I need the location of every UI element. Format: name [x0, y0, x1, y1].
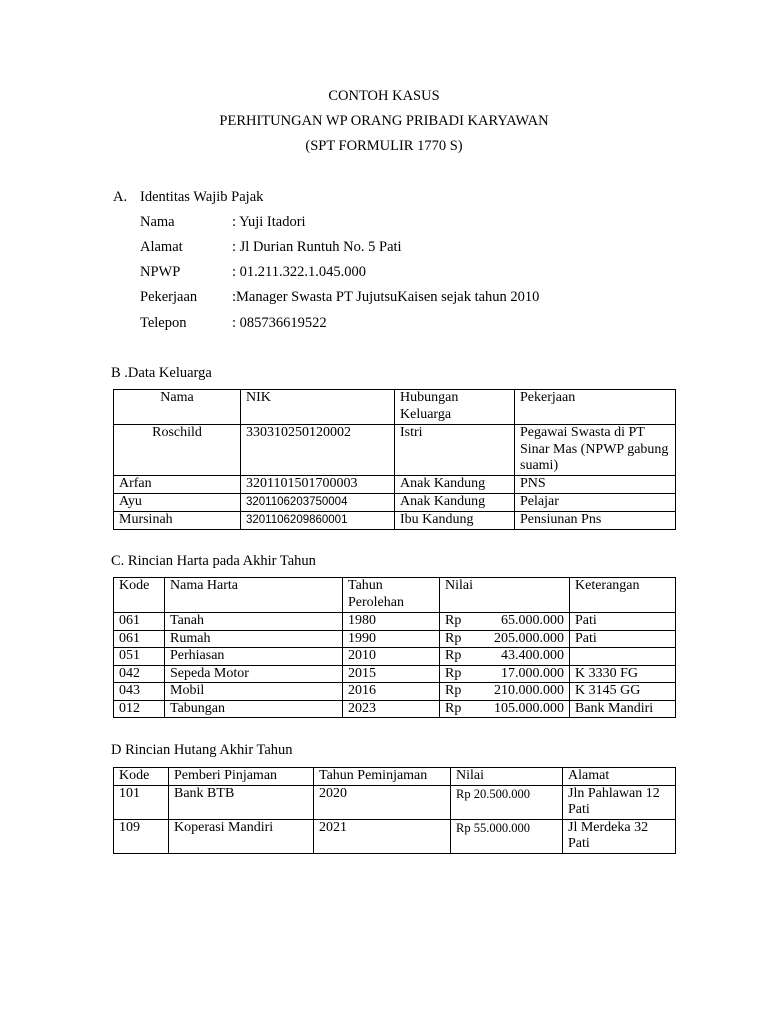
value-cell	[440, 700, 570, 718]
header-cell: NIK	[241, 390, 395, 425]
value-cell	[440, 630, 570, 648]
table-row	[114, 425, 676, 476]
header-cell: Tahun Perolehan	[343, 578, 440, 613]
title-line-1: CONTOH KASUS	[328, 88, 440, 104]
table-cell: 3201101501700003	[241, 476, 395, 494]
table-cell: 051	[114, 648, 165, 666]
table-row	[114, 476, 676, 494]
table-cell: 2015	[343, 665, 440, 683]
table-cell: Bank BTB	[169, 785, 314, 819]
amount: 205.000.000	[494, 630, 564, 646]
family-table	[113, 389, 676, 530]
currency-label: Rp	[445, 648, 462, 663]
currency-label: Rp	[445, 683, 462, 698]
section-a-letter: A.	[113, 189, 128, 205]
table-cell: 1980	[343, 613, 440, 631]
table-cell: Anak Kandung	[395, 476, 515, 494]
field-label: Nama	[140, 214, 175, 230]
table-row	[114, 630, 676, 648]
table-row	[114, 819, 676, 853]
table-cell: Pati	[570, 613, 676, 631]
table-cell: 2010	[343, 648, 440, 666]
field-label: NPWP	[140, 264, 181, 280]
table-cell: K 3145 GG	[570, 683, 676, 701]
table-cell: Istri	[395, 425, 515, 476]
section-a-title: Identitas Wajib Pajak	[140, 189, 264, 205]
table-cell: 043	[114, 683, 165, 701]
table-cell: Perhiasan	[165, 648, 343, 666]
table-row	[114, 683, 676, 701]
table-cell: Pegawai Swasta di PT Sinar Mas (NPWP gabung suami)	[515, 425, 676, 476]
table-cell: Mursinah	[114, 512, 241, 530]
header-cell: Nilai	[451, 768, 563, 786]
table-header-row	[114, 578, 676, 613]
header-cell: Pekerjaan	[515, 390, 676, 425]
table-cell: 042	[114, 665, 165, 683]
title-line-2: PERHITUNGAN WP ORANG PRIBADI KARYAWAN	[219, 113, 549, 129]
field-label: Pekerjaan	[140, 289, 198, 305]
table-cell: Tanah	[165, 613, 343, 631]
value-cell	[440, 613, 570, 631]
header-cell: Pemberi Pinjaman	[169, 768, 314, 786]
value-cell	[440, 648, 570, 666]
table-cell: 2023	[343, 700, 440, 718]
table-cell: 012	[114, 700, 165, 718]
field-value: : 01.211.322.1.045.000	[232, 264, 366, 280]
header-cell: Hubungan Keluarga	[395, 390, 515, 425]
table-cell: Ayu	[114, 494, 241, 512]
table-cell: 2021	[314, 819, 451, 853]
table-cell: Rp 20.500.000	[451, 785, 563, 819]
field-value: : 085736619522	[232, 315, 327, 331]
table-cell: K 3330 FG	[570, 665, 676, 683]
table-header-row	[114, 390, 676, 425]
table-cell: 101	[114, 785, 169, 819]
amount: 43.400.000	[501, 648, 564, 663]
header-cell: Tahun Peminjaman	[314, 768, 451, 786]
currency-label: Rp	[445, 630, 462, 646]
table-cell: Rumah	[165, 630, 343, 648]
table-header-row	[114, 768, 676, 786]
table-cell: 3201106203750004	[241, 494, 395, 512]
header-cell: Keterangan	[570, 578, 676, 613]
table-cell: 3201106209860001	[241, 512, 395, 530]
table-row	[114, 494, 676, 512]
field-value: : Yuji Itadori	[232, 214, 306, 230]
currency-label: Rp	[445, 700, 462, 716]
header-cell: Kode	[114, 768, 169, 786]
table-cell: Roschild	[114, 425, 241, 476]
amount: 65.000.000	[501, 613, 564, 628]
table-cell: 109	[114, 819, 169, 853]
table-cell: Pati	[570, 630, 676, 648]
header-cell: Kode	[114, 578, 165, 613]
table-cell: Ibu Kandung	[395, 512, 515, 530]
table-cell: 2020	[314, 785, 451, 819]
table-cell: 061	[114, 613, 165, 631]
table-row	[114, 648, 676, 666]
section-b-title: B .Data Keluarga	[111, 365, 212, 381]
table-row	[114, 700, 676, 718]
field-label: Telepon	[140, 315, 187, 331]
title-line-3: (SPT FORMULIR 1770 S)	[305, 138, 463, 154]
amount: 17.000.000	[501, 665, 564, 681]
currency-label: Rp	[445, 613, 462, 628]
table-cell: Bank Mandiri	[570, 700, 676, 718]
table-row	[114, 613, 676, 631]
table-cell: Pensiunan Pns	[515, 512, 676, 530]
table-cell: 330310250120002	[241, 425, 395, 476]
table-cell: Mobil	[165, 683, 343, 701]
table-cell: Jl Merdeka 32 Pati	[563, 819, 676, 853]
value-cell	[440, 665, 570, 683]
amount: 105.000.000	[494, 700, 564, 716]
section-c-title: C. Rincian Harta pada Akhir Tahun	[111, 553, 316, 569]
table-cell: 2016	[343, 683, 440, 701]
field-value: :Manager Swasta PT JujutsuKaisen sejak tahun 2010	[232, 289, 540, 305]
field-value: : Jl Durian Runtuh No. 5 Pati	[232, 239, 402, 255]
table-cell: Jln Pahlawan 12 Pati	[563, 785, 676, 819]
table-cell: Tabungan	[165, 700, 343, 718]
table-cell: 061	[114, 630, 165, 648]
table-row	[114, 512, 676, 530]
table-row	[114, 665, 676, 683]
table-cell: Arfan	[114, 476, 241, 494]
assets-table	[113, 577, 676, 718]
table-cell: PNS	[515, 476, 676, 494]
amount: 210.000.000	[494, 683, 564, 698]
header-cell: Nama Harta	[165, 578, 343, 613]
table-row	[114, 785, 676, 819]
table-cell: Sepeda Motor	[165, 665, 343, 683]
debts-table	[113, 767, 676, 854]
table-cell: 1990	[343, 630, 440, 648]
table-cell	[570, 648, 676, 666]
header-cell: Nilai	[440, 578, 570, 613]
value-cell	[440, 683, 570, 701]
section-d-title: D Rincian Hutang Akhir Tahun	[111, 742, 293, 758]
table-cell: Koperasi Mandiri	[169, 819, 314, 853]
table-cell: Rp 55.000.000	[451, 819, 563, 853]
field-label: Alamat	[140, 239, 183, 255]
table-cell: Pelajar	[515, 494, 676, 512]
header-cell: Alamat	[563, 768, 676, 786]
table-cell: Anak Kandung	[395, 494, 515, 512]
header-cell: Nama	[114, 390, 241, 425]
currency-label: Rp	[445, 665, 462, 681]
